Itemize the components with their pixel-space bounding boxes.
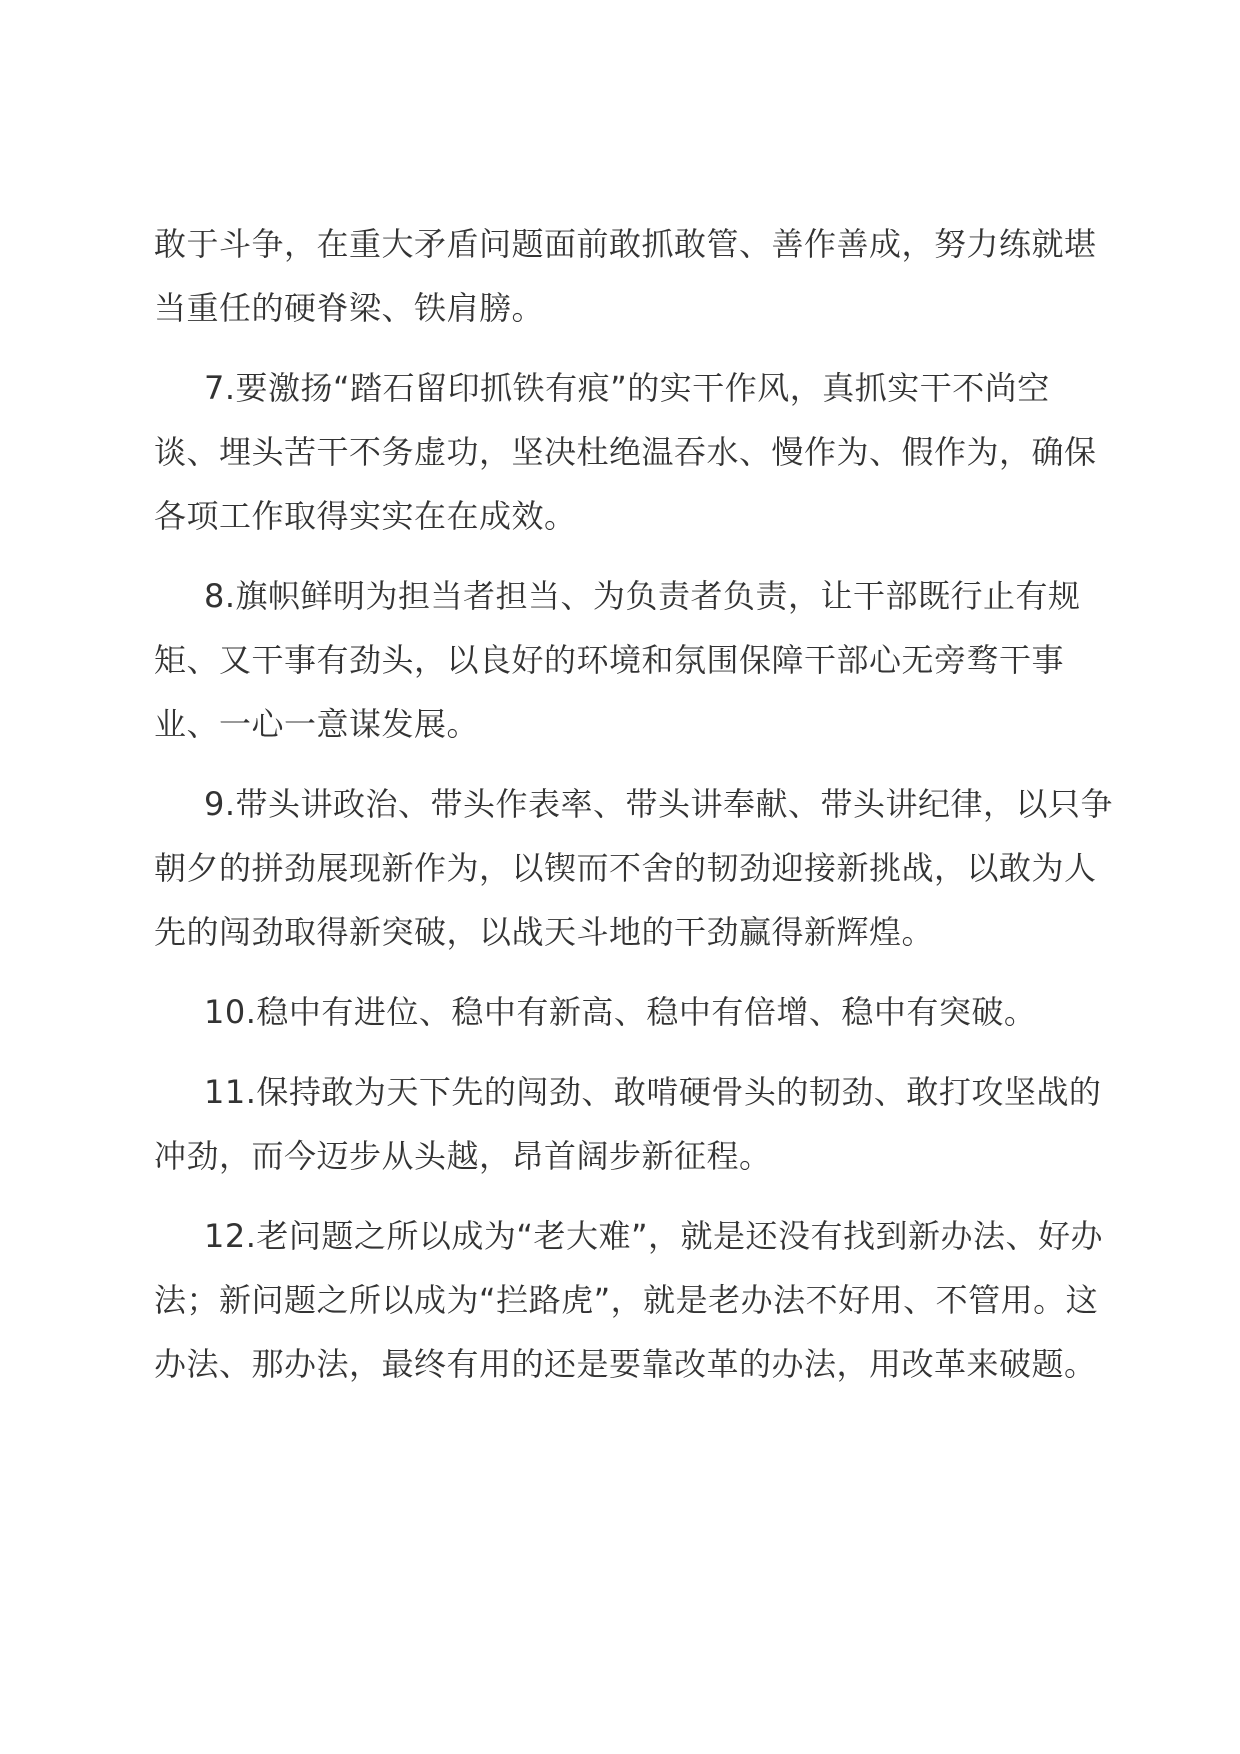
paragraph-item-11: 11.保持敢为天下先的闯劲、敢啃硬骨头的韧劲、敢打攻坚战的冲劲，而今迈步从头越，昂首阔步新征程。 — [154, 1073, 1102, 1175]
paragraph-item-8: 8.旗帜鲜明为担当者担当、为负责者负责，让干部既行止有规矩、又干事有劲头，以良好的环境和氛围保障干部心无旁骛干事业、一心一意谋发展。 — [154, 577, 1081, 743]
paragraph-item-12: 12.老问题之所以成为“老大难”，就是还没有找到新办法、好办法；新问题之所以成为“拦路虎”，就是老办法不好用、不管用。这办法、那办法，最终有用的还是要靠改革的办法，用改革来破题。 — [154, 1217, 1104, 1383]
paragraph-item-9: 9.带头讲政治、带头作表率、带头讲奉献、带头讲纪律，以只争朝夕的拼劲展现新作为，以锲而不舍的韧劲迎接新挑战，以敢为人先的闯劲取得新突破，以战天斗地的干劲赢得新辉煌。 — [154, 785, 1114, 951]
paragraph-item-10: 10.稳中有进位、稳中有新高、稳中有倍增、稳中有突破。 — [204, 993, 1037, 1031]
paragraph-item-7: 7.要激扬“踏石留印抓铁有痕”的实干作风，真抓实干不尚空谈、埋头苦干不务虚功，坚决杜绝温吞水、慢作为、假作为，确保各项工作取得实实在在成效。 — [154, 369, 1097, 535]
paragraph-continuation: 敢于斗争，在重大矛盾问题面前敢抓敢管、善作善成，努力练就堪当重任的硬脊梁、铁肩膀。 — [154, 225, 1097, 327]
document-body — [154, 212, 1114, 1396]
